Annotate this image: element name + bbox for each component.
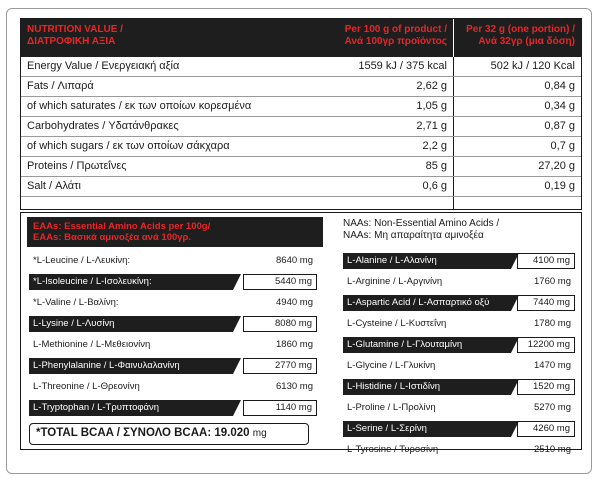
- eaa-item: [29, 295, 317, 311]
- eaa-item: [29, 274, 317, 290]
- eaa-item: [29, 337, 317, 353]
- amino-acid-amount: 1520 mg: [517, 379, 575, 395]
- naa-list: [343, 253, 575, 463]
- amino-acid-name: L-Phenylalanine / L-Φαινυλαλανίνη: [29, 358, 233, 374]
- nutrition-row: [21, 156, 581, 176]
- naa-header-line: NAAs: Non-Essential Amino Acids /: [343, 218, 500, 229]
- nutrition-header-portion: [453, 19, 581, 57]
- value-per-portion: 0,87 g: [453, 117, 581, 136]
- amino-acid-amount: 2770 mg: [243, 358, 317, 374]
- value-per-100g: 2,2 g: [422, 140, 447, 152]
- naa-header-line: NAAs: Μη απαραίτητα αμινοξέα: [343, 230, 484, 241]
- eaa-header-line: EAAs: Essential Amino Acids per 100g/: [33, 221, 211, 232]
- amino-acid-name: L-Serine / L-Σερίνη: [343, 421, 511, 437]
- amino-acid-name: L-Threonine / L-Θρεονίνη: [33, 381, 140, 392]
- amino-acid-amount: 1470 mg: [534, 360, 571, 371]
- naa-item: [343, 274, 575, 290]
- amino-acid-amount: 7440 mg: [517, 295, 575, 311]
- value-per-portion: 0,34 g: [453, 97, 581, 116]
- eaa-item: [29, 358, 317, 374]
- nutrient-name: Energy Value / Ενεργειακή αξία: [27, 60, 180, 72]
- value-per-100g: 85 g: [425, 160, 447, 172]
- value-per-100g: 2,62 g: [416, 80, 447, 92]
- amino-acid-name: *L-Isoleucine / L-Ισολευκίνη:: [29, 274, 233, 290]
- header-line: Per 32 g (one portion) /: [466, 24, 575, 35]
- empty-cell: [21, 197, 333, 209]
- amino-acid-amount: 1780 mg: [534, 318, 571, 329]
- header-line: Per 100 g of product /: [344, 24, 447, 35]
- value-per-100g: 1559 kJ / 375 kcal: [358, 60, 447, 72]
- naa-item: [343, 253, 575, 269]
- eaa-item: [29, 316, 317, 332]
- amino-acid-name: L-Proline / L-Προλίνη: [347, 402, 436, 413]
- nutrition-row-spacer: [21, 196, 581, 209]
- amino-acid-amount: 6130 mg: [276, 381, 313, 392]
- header-line: NUTRITION VALUE /: [27, 24, 123, 35]
- amino-acid-name: L-Tyrosine / Τυροσίνη: [347, 444, 439, 455]
- nutrition-row: [21, 96, 581, 116]
- amino-acid-amount: 1760 mg: [534, 276, 571, 287]
- total-bcaa-value: 19.020: [214, 427, 250, 439]
- naa-item: [343, 421, 575, 437]
- empty-cell: [333, 197, 453, 209]
- amino-acid-amount: 8640 mg: [276, 255, 313, 266]
- amino-acid-name: L-Glutamine / L-Γλουταμίνη: [343, 337, 511, 353]
- value-per-100g: 0,6 g: [422, 180, 447, 192]
- nutrition-row: [21, 116, 581, 136]
- nutrition-header-title: [21, 19, 253, 57]
- naa-item: [343, 442, 575, 458]
- nutrition-table-header: [21, 19, 581, 57]
- value-per-portion: 0,19 g: [453, 177, 581, 196]
- total-bcaa-label: *TOTAL BCAA / ΣΥΝΟΛΟ BCAA:: [36, 427, 212, 439]
- amino-acid-amount: 4940 mg: [276, 297, 313, 308]
- amino-acid-amount: 1140 mg: [243, 400, 317, 416]
- amino-acid-amount: 5440 mg: [243, 274, 317, 290]
- amino-acid-name: L-Glycine / L-Γλυκίνη: [347, 360, 436, 371]
- nutrition-table: [20, 18, 582, 210]
- amino-acid-amount: 5270 mg: [534, 402, 571, 413]
- amino-acid-amount: 8080 mg: [243, 316, 317, 332]
- naa-item: [343, 358, 575, 374]
- amino-acid-name: L-Histidine / L-Ιστιδίνη: [343, 379, 511, 395]
- nutrient-name: of which sugars / εκ των οποίων σάκχαρα: [27, 140, 230, 152]
- value-per-portion: 27,20 g: [453, 157, 581, 176]
- eaa-header: [27, 217, 323, 247]
- amino-acid-name: L-Methionine / L-Μεθειονίνη: [33, 339, 151, 350]
- eaa-list: [29, 253, 317, 421]
- naa-item: [343, 379, 575, 395]
- naa-item: [343, 400, 575, 416]
- value-per-100g: 2,71 g: [416, 120, 447, 132]
- nutrient-name: Fats / Λιπαρά: [27, 80, 94, 92]
- total-bcaa-unit: mg: [252, 428, 267, 439]
- amino-acid-name: L-Arginine / L-Αργινίνη: [347, 276, 443, 287]
- nutrient-name: of which saturates / εκ των οποίων κορεσμένα: [27, 100, 252, 112]
- amino-acid-name: *L-Valine / L-Βαλίνη:: [33, 297, 119, 308]
- value-per-100g: 1,05 g: [416, 100, 447, 112]
- nutrition-row: [21, 57, 581, 76]
- eaa-header-line: EAAs: Βασικά αμινοξέα ανά 100γρ.: [33, 232, 192, 243]
- nutrient-name: Salt / Αλάτι: [27, 180, 81, 192]
- nutrient-name: Proteins / Πρωτεΐνες: [27, 160, 127, 172]
- naa-item: [343, 316, 575, 332]
- nutrition-row: [21, 136, 581, 156]
- amino-acid-name: L-Aspartic Acid / L-Ασπαρτικό οξύ: [343, 295, 511, 311]
- amino-acid-name: L-Tryptophan / L-Τρυπτοφάνη: [29, 400, 233, 416]
- naa-item: [343, 295, 575, 311]
- amino-acid-name: L-Lysine / L-Λυσίνη: [29, 316, 233, 332]
- eaa-item: [29, 379, 317, 395]
- eaa-item: [29, 400, 317, 416]
- amino-acid-amount: 4100 mg: [517, 253, 575, 269]
- nutrition-header-per100: [253, 19, 453, 57]
- header-line: ΔΙΑΤΡΟΦΙΚΗ ΑΞΙΑ: [27, 36, 116, 47]
- amino-acid-amount: 1860 mg: [276, 339, 313, 350]
- value-per-portion: 502 kJ / 120 Kcal: [453, 57, 581, 76]
- header-line: Ανά 100γρ προϊόντος: [344, 36, 447, 47]
- empty-cell: [453, 197, 581, 209]
- naa-header: [343, 218, 499, 242]
- amino-acid-name: *L-Leucine / L-Λευκίνη:: [33, 255, 131, 266]
- naa-item: [343, 337, 575, 353]
- nutrition-rows: [21, 57, 581, 209]
- value-per-portion: 0,84 g: [453, 77, 581, 96]
- nutrition-row: [21, 76, 581, 96]
- amino-acid-amount: 2510 mg: [534, 444, 571, 455]
- total-bcaa: [29, 423, 309, 445]
- amino-acid-name: L-Cysteine / L-Κυστεΐνη: [347, 318, 447, 329]
- amino-acid-amount: 4260 mg: [517, 421, 575, 437]
- amino-acid-amount: 12200 mg: [517, 337, 575, 353]
- header-line: Ανά 32γρ (μια δόση): [478, 36, 575, 47]
- nutrition-row: [21, 176, 581, 196]
- amino-acid-name: L-Alanine / L-Αλανίνη: [343, 253, 511, 269]
- eaa-item: [29, 253, 317, 269]
- value-per-portion: 0,7 g: [453, 137, 581, 156]
- nutrient-name: Carbohydrates / Υδατάνθρακες: [27, 120, 179, 132]
- amino-acid-panel: [20, 212, 582, 455]
